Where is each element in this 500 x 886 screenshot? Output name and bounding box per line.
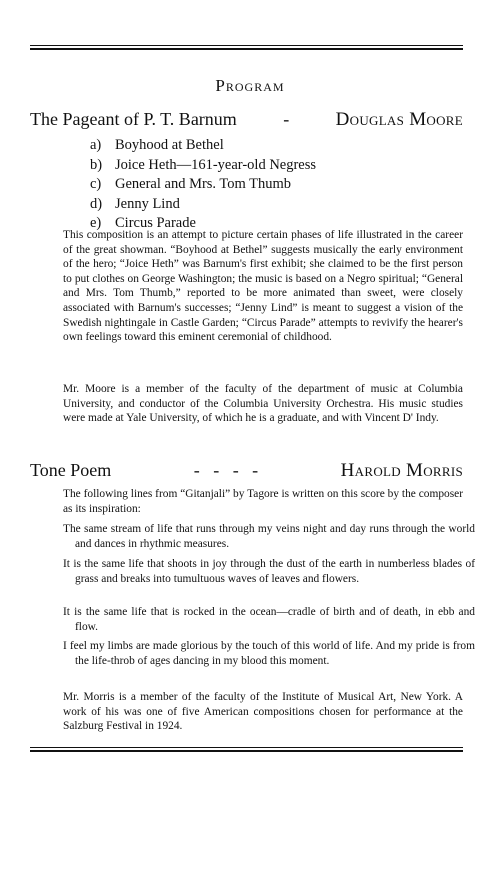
bottom-double-rule <box>30 747 463 752</box>
top-double-rule <box>30 45 463 50</box>
composer-bio-morris: Mr. Morris is a member of the faculty of the Institute of Musical Art, New York. A work of his was one of five American compositions chosen for performance at the Salzburg Festival in 1924. <box>63 691 463 733</box>
piece-title: The Pageant of P. T. Barnum <box>30 109 237 129</box>
composer-name: Harold Morris <box>340 460 463 481</box>
piece-title-barnum <box>30 109 463 130</box>
verse: It is the same life that shoots in joy through the dust of the earth in numberless blades of grass and breaks into tumultuous waves of leaves and flowers. <box>63 558 475 585</box>
movement-item: b) Joice Heth—161-year-old Negress <box>90 156 317 173</box>
program-heading: Program <box>215 76 285 95</box>
composer-name: Douglas Moore <box>335 109 463 130</box>
movement-item: c) General and Mrs. Tom Thumb <box>90 176 292 192</box>
movement-item: d) Jenny Lind <box>90 195 180 212</box>
title-dash: - - - - <box>193 460 259 480</box>
tagore-intro: The following lines from “Gitanjali” by Tagore is written on this score by the composer as its inspiration: <box>63 488 463 515</box>
movement-list <box>90 136 316 234</box>
piece-title: Tone Poem <box>30 460 112 480</box>
verse: The same stream of life that runs through my veins night and day runs through the world and dances in rhythmic measures. <box>63 523 475 550</box>
movement-item: a) Boyhood at Bethel <box>90 137 224 153</box>
piece-title-tone-poem <box>30 460 463 481</box>
movement-item: e) Circus Parade <box>90 215 196 231</box>
program-note-barnum: This composition is an attempt to picture certain phases of life illustrated in the career of the great showman. “Boyhood at Bethel” suggests musically the early environment of the hero; “Joice Heth” was Barnum's first exhibit; she claimed to be the first person to put clothes on George Washington; the music is based on a Negro spiritual; “General and Mrs. Tom Thumb,” reported to be more animated than sweet, were closely associated with Barnum's successes; “Jenny Lind” is meant to suggest a vision of the Swedish nightingale in Castle Garden; “Circus Parade” attempts to revivify the hearer's own feelings toward this eminent ceremonial of childhood. <box>63 229 463 344</box>
verse: I feel my limbs are made glorious by the touch of this world of life. And my pride is from the life-throb of ages dancing in my blood this moment. <box>63 640 475 667</box>
title-dash: - <box>283 109 290 129</box>
composer-bio-moore: Mr. Moore is a member of the faculty of the department of music at Columbia University, and conductor of the Columbia University Orchestra. His music studies were made at Yale University, of which he is a graduate, and with Vincent D' Indy. <box>63 383 463 425</box>
verse: It is the same life that is rocked in the ocean—cradle of birth and of death, in ebb and flow. <box>63 606 475 633</box>
